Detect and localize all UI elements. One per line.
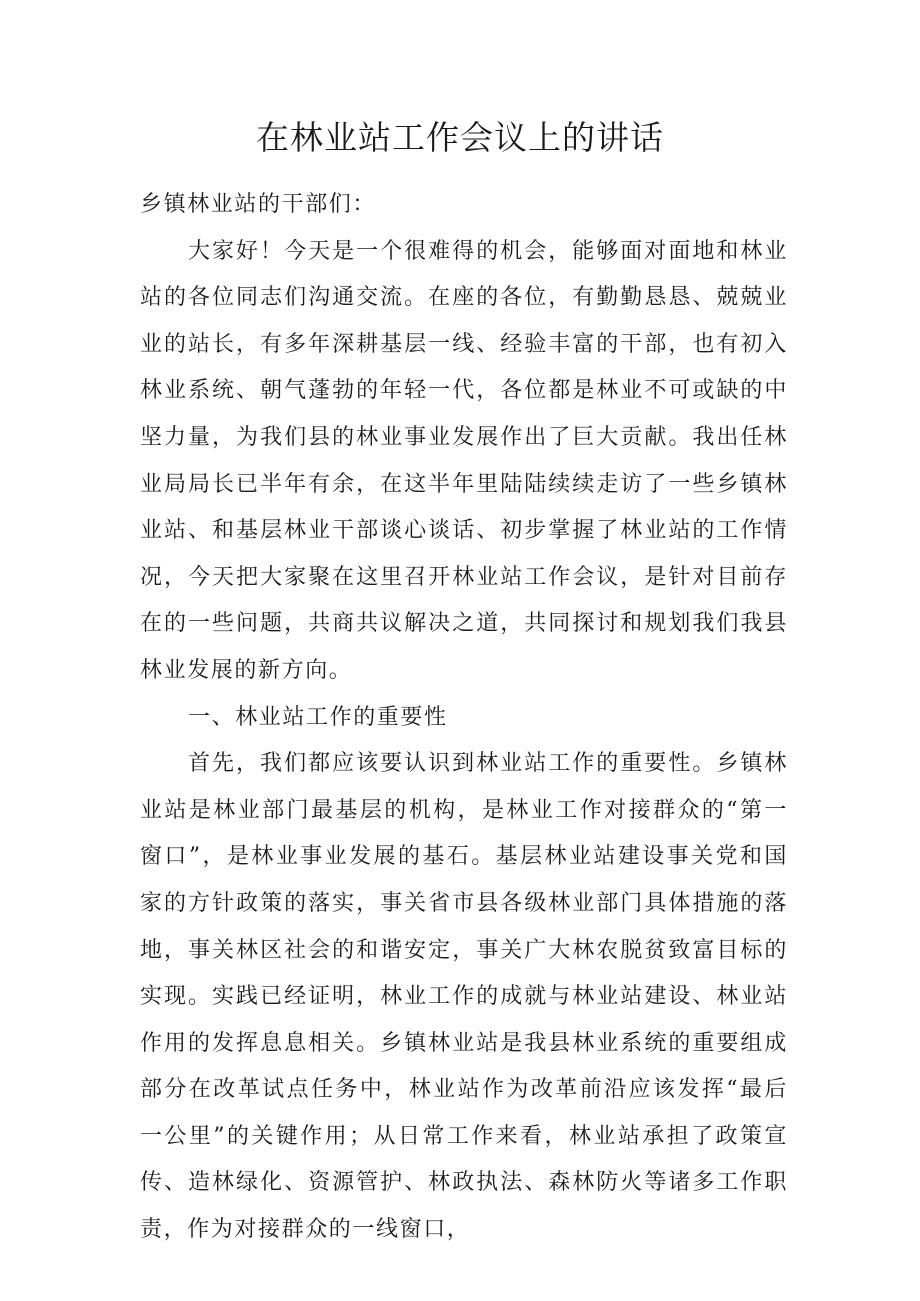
document-body — [140, 182, 788, 1254]
document-title: 在林业站工作会议上的讲话 — [256, 118, 664, 157]
section-heading-importance: 一、林业站工作的重要性 — [188, 704, 448, 730]
paragraph-opening: 大家好！今天是一个很难得的机会，能够面对面地和林业站的各位同志们沟通交流。在座的各位，有勤勤恳恳、兢兢业业的站长，有多年深耕基层一线、经验丰富的干部，也有初入林业系统、朝气蓬勃的年轻一代，各位都是林业不可或缺的中坚力量，为我们县的林业事业发展作出了巨大贡献。我出任林业局局长已半年有余，在这半年里陆陆续续走访了一些乡镇林业站、和基层林业干部谈心谈话、初步掌握了林业站的工作情况，今天把大家聚在这里召开林业站工作会议，是针对目前存在的一些问题，共商共议解决之道，共同探讨和规划我们我县林业发展的新方向。 — [140, 238, 788, 683]
salutation: 乡镇林业站的干部们： — [140, 192, 377, 217]
paragraph-importance: 首先，我们都应该要认识到林业站工作的重要性。乡镇林业站是林业部门最基层的机构，是林业工作对接群众的“第一窗口”，是林业事业发展的基石。基层林业站建设事关党和国家的方针政策的落实，事关省市县各级林业部门具体措施的落地，事关林区社会的和谐安定，事关广大林农脱贫致富目标的实现。实践已经证明，林业工作的成就与林业站建设、林业站作用的发挥息息相关。乡镇林业站是我县林业系统的重要组成部分在改革试点任务中，林业站作为改革前沿应该发挥“最后一公里”的关键作用；从日常工作来看，林业站承担了政策宣传、造林绿化、资源管护、林政执法、森林防火等诸多工作职责，作为对接群众的一线窗口， — [140, 751, 788, 1243]
